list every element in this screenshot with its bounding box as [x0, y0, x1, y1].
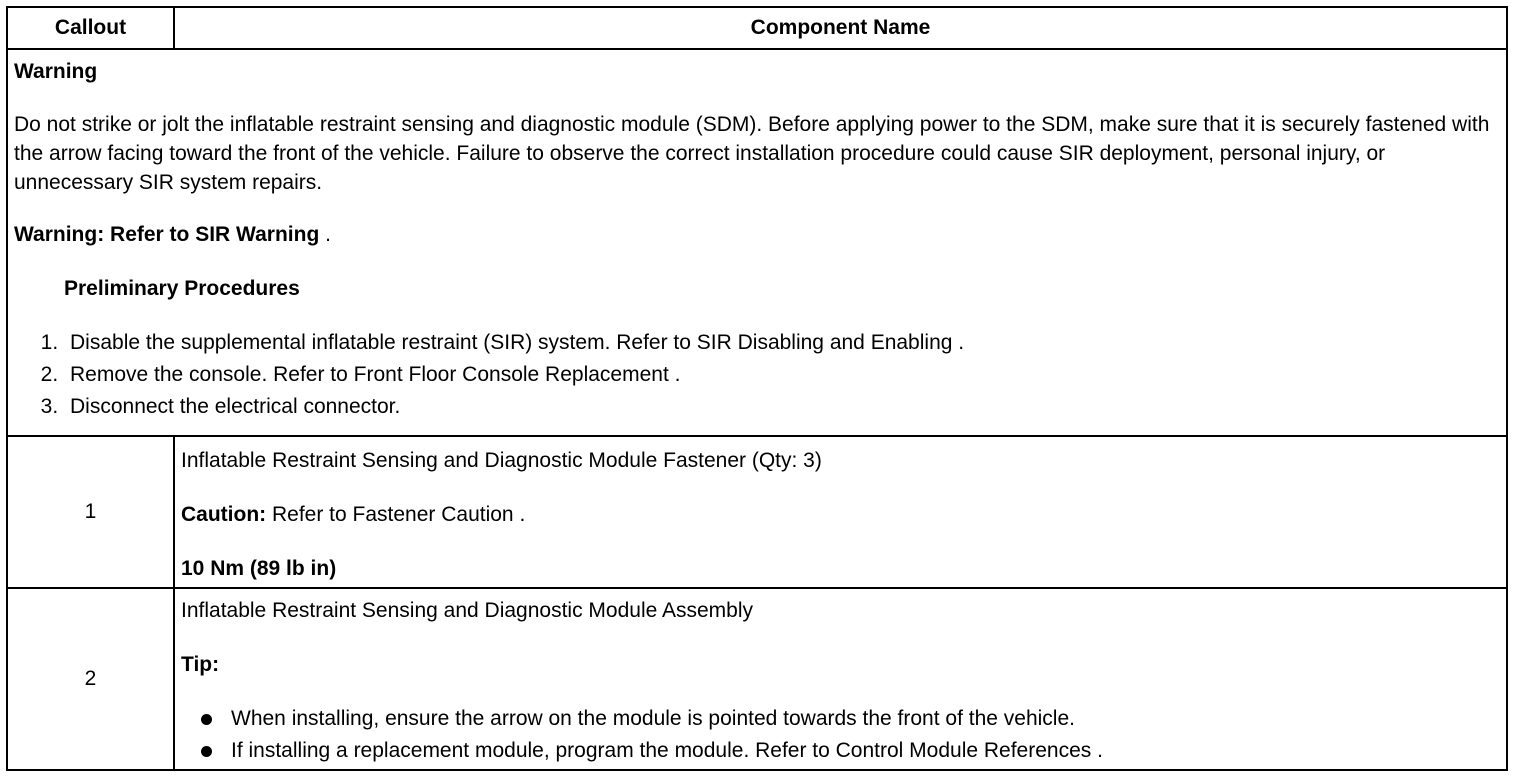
list-item: 3. Disconnect the electrical connector. [64, 391, 1500, 423]
list-item [231, 735, 1500, 767]
tip-text: If installing a replacement module, program the module. Refer to Control Module References . [231, 739, 1103, 762]
tip-text: When installing, ensure the arrow on the module is pointed towards the front of the vehicle. [231, 707, 1075, 730]
list-item: 2. Remove the console. Refer to Front Floor Console Replacement . [64, 359, 1500, 391]
caution-text: Refer to Fastener Caution . [266, 503, 526, 526]
warning-reference-suffix: . [319, 223, 331, 246]
list-item: 1. Disable the supplemental inflatable restraint (SIR) system. Refer to SIR Disabling and Enabling . [64, 327, 1500, 359]
preliminary-row [7, 49, 1507, 436]
warning-reference [14, 219, 1500, 251]
preliminary-cell [7, 49, 1507, 436]
caution-label: Caution: [181, 503, 267, 526]
bullet-icon [201, 714, 212, 725]
caution-line [181, 499, 1500, 531]
component-name: Inflatable Restraint Sensing and Diagnostic Module Assembly [181, 599, 753, 622]
procedure-table [6, 6, 1508, 771]
header-callout: Callout [7, 7, 174, 49]
component-cell [174, 436, 1507, 588]
component-name: Inflatable Restraint Sensing and Diagnostic Module Fastener (Qty: 3) [181, 449, 822, 472]
bullet-icon [201, 746, 212, 757]
warning-reference-label: Warning: Refer to SIR Warning [14, 223, 320, 246]
list-item [231, 703, 1500, 735]
component-cell [174, 588, 1507, 770]
tip-label: Tip: [181, 653, 220, 676]
table-header-row [7, 7, 1507, 49]
warning-text: Do not strike or jolt the inflatable restraint sensing and diagnostic module (SDM). Before applying power to the SDM, make sure that it is securely fastened with the arrow facing toward the front of the vehicle. Failure to observe the correct installation procedure could cause SIR deployment, personal injury, or unnecessary SIR system repairs. [14, 113, 1490, 194]
torque-spec: 10 Nm (89 lb in) [181, 557, 337, 580]
preliminary-procedures-title: Preliminary Procedures [64, 277, 300, 300]
warning-title: Warning [14, 60, 98, 83]
callout-number: 1 [7, 436, 174, 588]
preliminary-steps-list [14, 327, 1500, 423]
callout-number: 2 [7, 588, 174, 770]
header-component-name: Component Name [174, 7, 1507, 49]
table-row [7, 436, 1507, 588]
tips-list [181, 703, 1500, 767]
table-row [7, 588, 1507, 770]
